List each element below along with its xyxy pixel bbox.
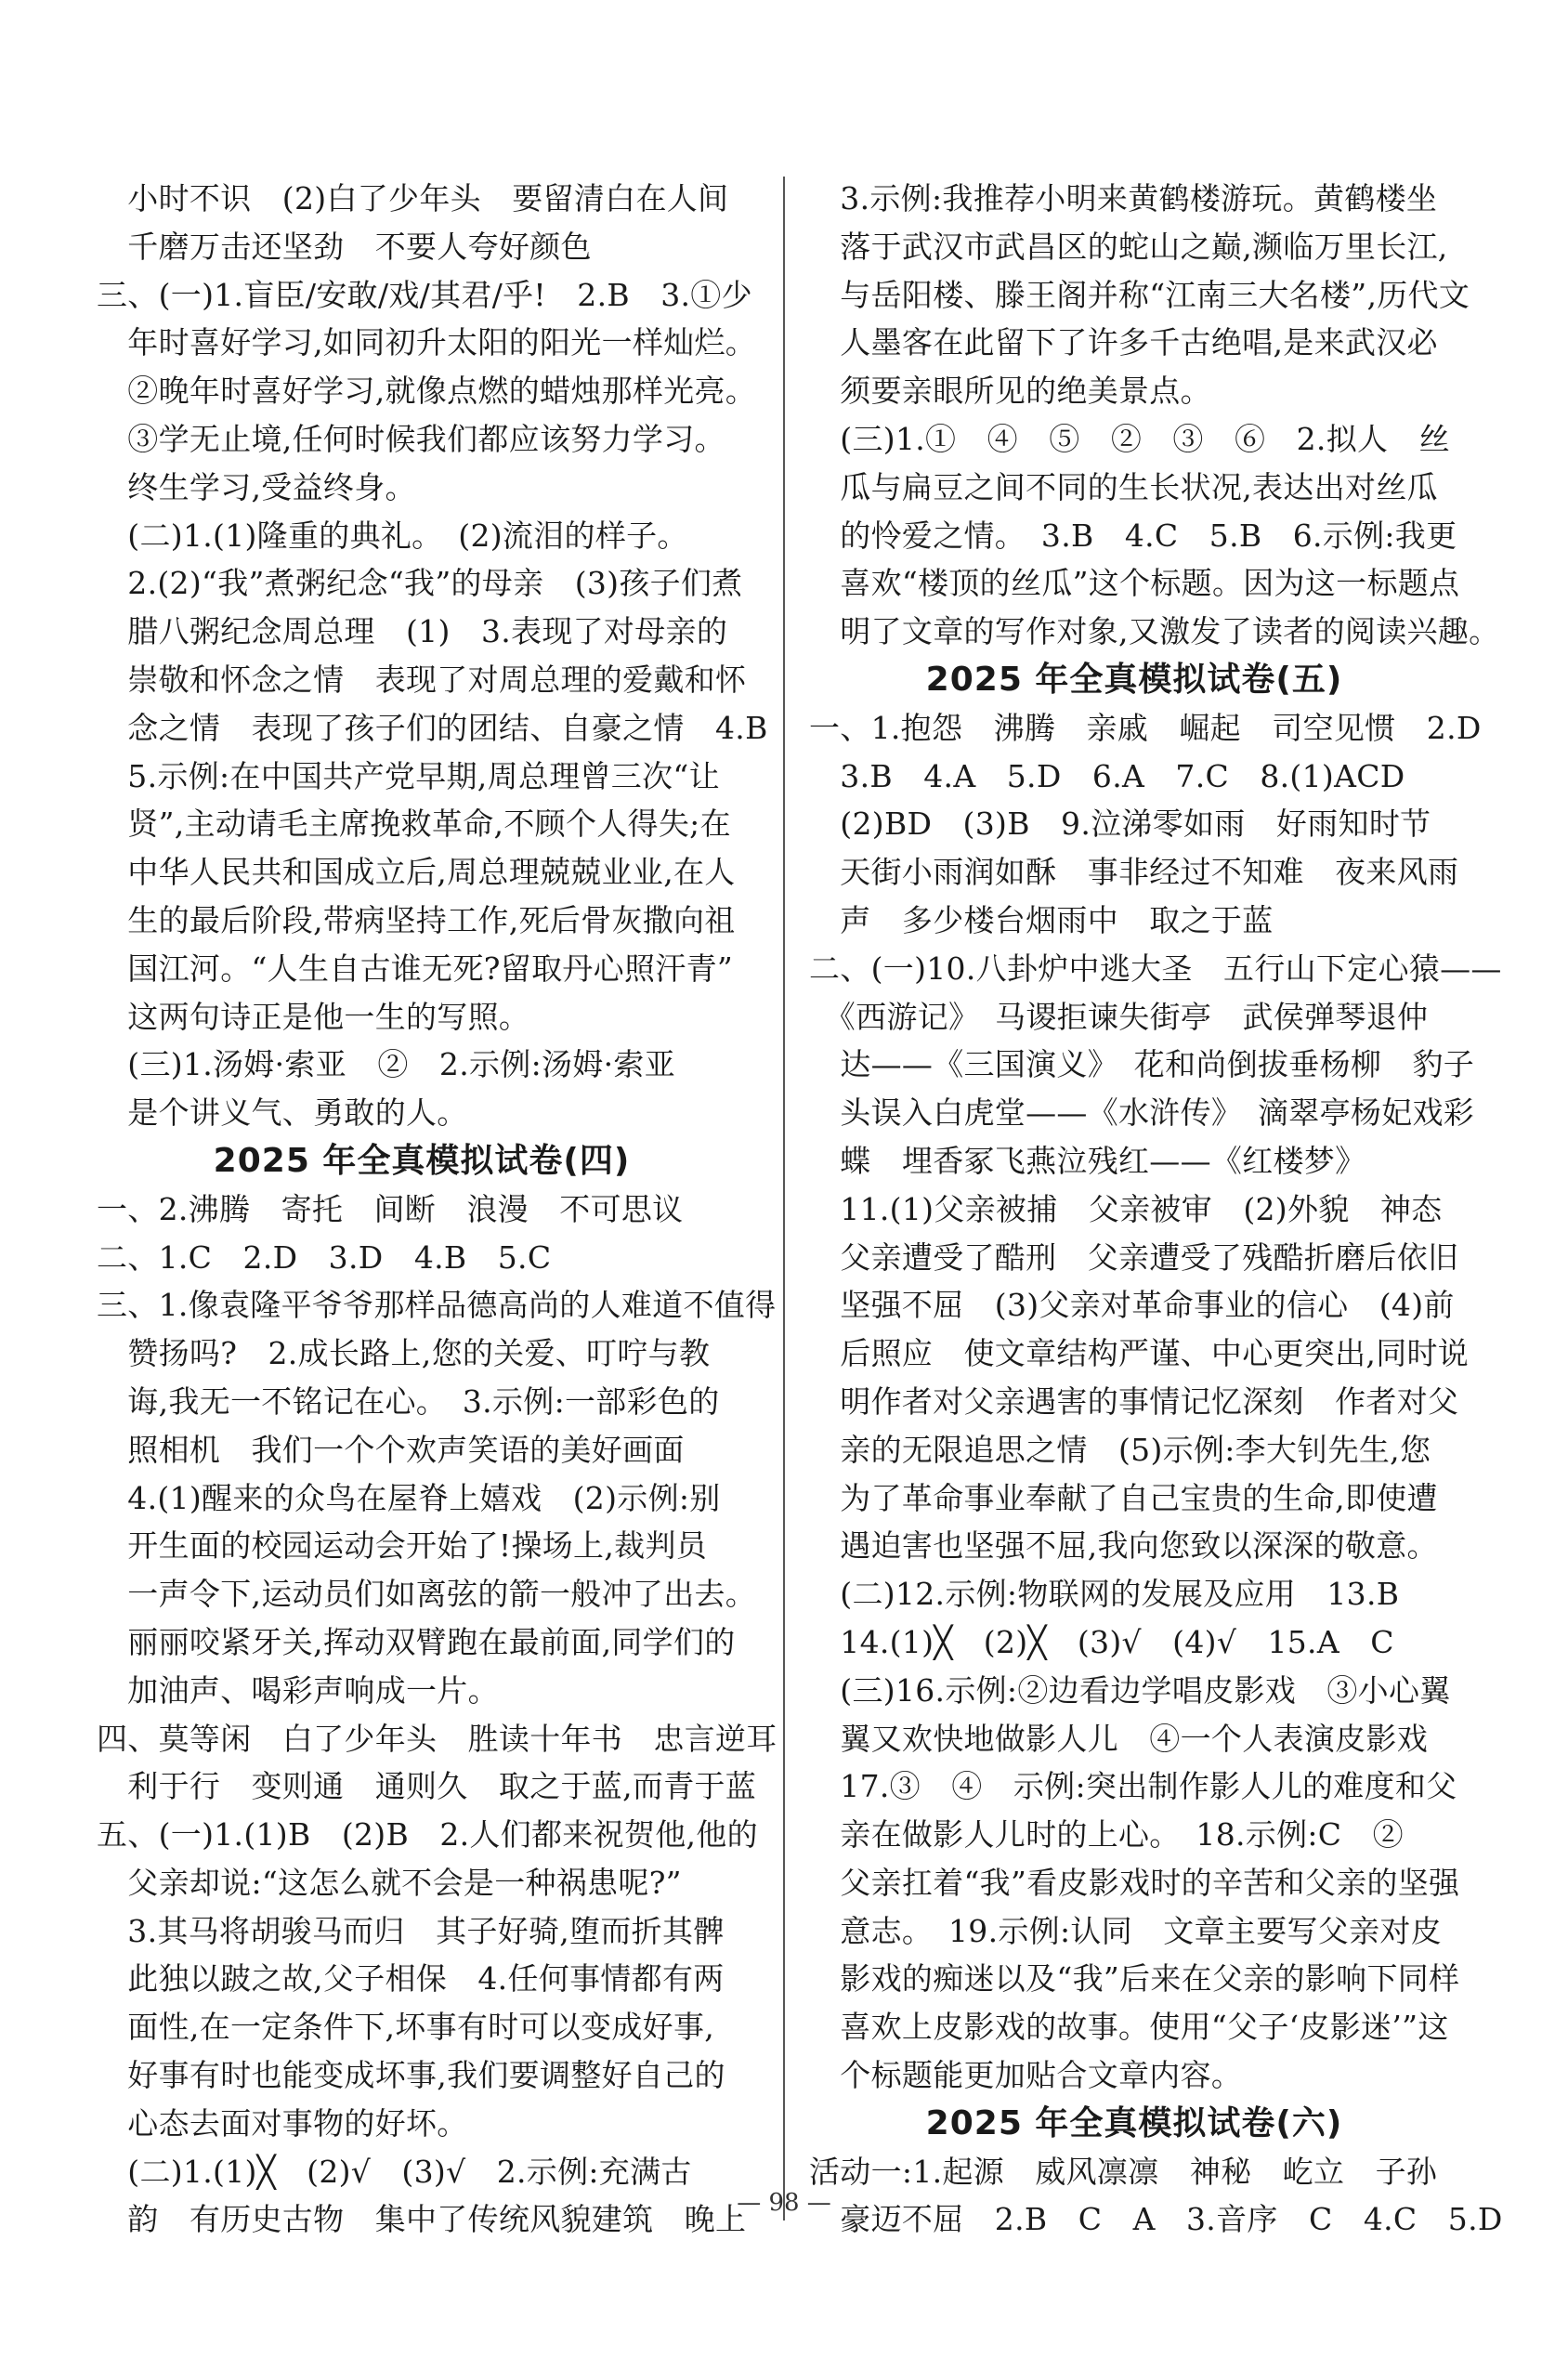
text-line: 此独以跛之故,父子相保 4.任何事情都有两 [97,1960,725,1998]
text-line: 4.(1)醒来的众鸟在屋脊上嬉戏 (2)示例:别 [97,1479,721,1516]
text-line: 为了革命事业奉献了自己宝贵的生命,即使遭 [809,1479,1438,1516]
text-line: 5.示例:在中国共产党早期,周总理曾三次“让 [97,757,720,794]
text-line: 落于武汉市武昌区的蛇山之巅,濒临万里长江, [809,228,1448,265]
text-line: 意志。 19.示例:认同 文章主要写父亲对皮 [809,1912,1442,1949]
text-line: 活动一:1.起源 威风凛凛 神秘 屹立 子孙 [809,2153,1438,2190]
text-line: 一声令下,运动员们如离弦的箭一般冲了出去。 [97,1576,757,1613]
text-line: 翼又欢快地做影人儿 ④一个人表演皮影戏 [809,1720,1428,1757]
text-line: 二、(一)10.八卦炉中逃大圣 五行山下定心猿—— [809,950,1502,987]
text-line: 3.其马将胡骏马而归 其子好骑,堕而折其髀 [97,1912,725,1949]
left-column [97,175,777,2244]
text-line: 明作者对父亲遇害的事情记忆深刻 作者对父 [809,1382,1459,1420]
text-line: (二)12.示例:物联网的发展及应用 13.B [809,1576,1400,1613]
text-line: 是个讲义气、勇敢的人。 [97,1094,468,1132]
text-line: 二、1.C 2.D 3.D 4.B 5.C [97,1238,552,1276]
text-line: 头误入白虎堂——《水浒传》 滴翠亭杨妃戏彩 [809,1094,1475,1132]
text-line: (三)16.示例:②边看边学唱皮影戏 ③小心翼 [809,1671,1451,1709]
text-line: 诲,我无一不铭记在心。 3.示例:一部彩色的 [97,1382,720,1420]
text-line: (2)BD (3)B 9.泣涕零如雨 好雨知时节 [809,806,1431,843]
text-line: 一、1.抱怨 沸腾 亲戚 崛起 司空见惯 2.D [809,709,1482,746]
text-line: (二)1.(1)╳ (2)√ (3)√ 2.示例:充满古 [97,2153,692,2190]
text-line: 须要亲眼所见的绝美景点。 [809,373,1211,410]
text-line: 生的最后阶段,带病坚持工作,死后骨灰撒向祖 [97,901,736,938]
text-line: 五、(一)1.(1)B (2)B 2.人们都来祝贺他,他的 [97,1816,758,1854]
text-line: 韵 有历史古物 集中了传统风貌建筑 晚上 [97,2201,747,2238]
text-line: 赞扬吗? 2.成长路上,您的关爱、叮咛与教 [97,1335,711,1372]
text-line: ②晚年时喜好学习,就像点燃的蜡烛那样光亮。 [97,373,757,410]
text-line: 贤”,主动请毛主席挽救革命,不顾个人得失;在 [97,806,731,843]
text-line: 面性,在一定条件下,坏事有时可以变成好事, [97,2009,715,2046]
text-line: 喜欢上皮影戏的故事。使用“父子‘皮影迷’”这 [809,2009,1449,2046]
text-line: 腊八粥纪念周总理 (1) 3.表现了对母亲的 [97,613,728,650]
text-line: 明了文章的写作对象,又激发了读者的阅读兴趣。 [809,613,1500,650]
text-line: (三)1.汤姆·索亚 ② 2.示例:汤姆·索亚 [97,1046,676,1083]
text-line: 17.③ ④ 示例:突出制作影人儿的难度和父 [809,1768,1457,1805]
text-line: 这两句诗正是他一生的写照。 [97,998,530,1035]
text-line: 11.(1)父亲被捕 父亲被审 (2)外貌 神态 [809,1190,1443,1227]
text-line: 父亲却说:“这怎么就不会是一种祸患呢?” [97,1864,682,1901]
text-line: 四、莫等闲 白了少年头 胜读十年书 忠言逆耳 [97,1720,777,1757]
text-line: 亲在做影人儿时的上心。 18.示例:C ② [809,1816,1404,1854]
text-line: 崇敬和怀念之情 表现了对周总理的爱戴和怀 [97,661,747,698]
text-line: 照相机 我们一个个欢声笑语的美好画面 [97,1431,685,1468]
text-line: 国江河。“人生自古谁无死?留取丹心照汗青” [97,950,734,987]
text-line: 3.示例:我推荐小明来黄鹤楼游玩。黄鹤楼坐 [809,180,1438,216]
text-line: 父亲扛着“我”看皮影戏时的辛苦和父亲的坚强 [809,1864,1460,1901]
right-column [809,175,1503,2244]
text-line: 年时喜好学习,如同初升太阳的阳光一样灿烂。 [97,324,757,361]
text-line: 终生学习,受益终身。 [97,468,416,505]
text-line: 的怜爱之情。 3.B 4.C 5.B 6.示例:我更 [809,517,1457,554]
text-line: 影戏的痴迷以及“我”后来在父亲的影响下同样 [809,1960,1460,1998]
text-line: 14.(1)╳ (2)╳ (3)√ (4)√ 15.A C [809,1623,1394,1660]
text-line: 人墨客在此留下了许多千古绝唱,是来武汉必 [809,324,1438,361]
text-line: 个标题能更加贴合文章内容。 [809,2057,1243,2094]
text-line: 中华人民共和国成立后,周总理兢兢业业,在人 [97,854,736,891]
text-line: 一、2.沸腾 寄托 间断 浪漫 不可思议 [97,1190,684,1227]
section-heading: 2025 年全真模拟试卷(五) [925,660,1343,699]
text-line: 坚强不屈 (3)父亲对革命事业的信心 (4)前 [809,1287,1455,1324]
section-heading: 2025 年全真模拟试卷(四) [213,1141,631,1180]
text-line: 利于行 变则通 通则久 取之于蓝,而青于蓝 [97,1768,757,1805]
section-heading: 2025 年全真模拟试卷(六) [925,2103,1343,2142]
text-line: 3.B 4.A 5.D 6.A 7.C 8.(1)ACD [809,757,1405,794]
text-line: 遇迫害也坚强不屈,我向您致以深深的敬意。 [809,1527,1438,1565]
text-line: 三、(一)1.盲臣/安敢/戏/其君/乎! 2.B 3.①少 [97,276,752,313]
text-line: 小时不识 (2)白了少年头 要留清白在人间 [97,180,729,216]
page-number: — 98 — [737,2189,831,2217]
text-line: 好事有时也能变成坏事,我们要调整好自己的 [97,2057,725,2094]
column-divider [783,177,785,2220]
text-line: 心态去面对事物的好坏。 [97,2104,468,2142]
text-line: (三)1.① ④ ⑤ ② ③ ⑥ 2.拟人 丝 [809,420,1450,457]
text-line: 瓜与扁豆之间不同的生长状况,表达出对丝瓜 [809,468,1438,505]
text-line: 亲的无限追思之情 (5)示例:李大钊先生,您 [809,1431,1431,1468]
text-line: 豪迈不屈 2.B C A 3.音序 C 4.C 5.D [809,2201,1503,2238]
text-line: 天街小雨润如酥 事非经过不知难 夜来风雨 [809,854,1459,891]
text-line: 蝶 埋香冢飞燕泣残红——《红楼梦》 [809,1142,1366,1179]
text-line: 喜欢“楼顶的丝瓜”这个标题。因为这一标题点 [809,565,1460,602]
text-line: 加油声、喝彩声响成一片。 [97,1671,499,1709]
text-line: 千磨万击还坚劲 不要人夸好颜色 [97,228,592,265]
text-line: (二)1.(1)隆重的典礼。 (2)流泪的样子。 [97,517,688,554]
text-line: 《西游记》 马谡拒谏失街亭 武侯弹琴退仲 [809,998,1429,1035]
text-line: 2.(2)“我”煮粥纪念“我”的母亲 (3)孩子们煮 [97,565,743,602]
text-line: 丽丽咬紧牙关,挥动双臂跑在最前面,同学们的 [97,1623,736,1660]
text-line: 后照应 使文章结构严谨、中心更突出,同时说 [809,1335,1470,1372]
text-line: ③学无止境,任何时候我们都应该努力学习。 [97,420,725,457]
text-line: 念之情 表现了孩子们的团结、自豪之情 4.B [97,709,768,746]
text-line: 三、1.像袁隆平爷爷那样品德高尚的人难道不值得 [97,1287,777,1324]
text-line: 父亲遭受了酷刑 父亲遭受了残酷折磨后依旧 [809,1238,1459,1276]
text-line: 与岳阳楼、滕王阁并称“江南三大名楼”,历代文 [809,276,1470,313]
text-line: 开生面的校园运动会开始了!操场上,裁判员 [97,1527,708,1565]
text-line: 达——《三国演义》 花和尚倒拔垂杨柳 豹子 [809,1046,1475,1083]
text-line: 声 多少楼台烟雨中 取之于蓝 [809,901,1274,938]
